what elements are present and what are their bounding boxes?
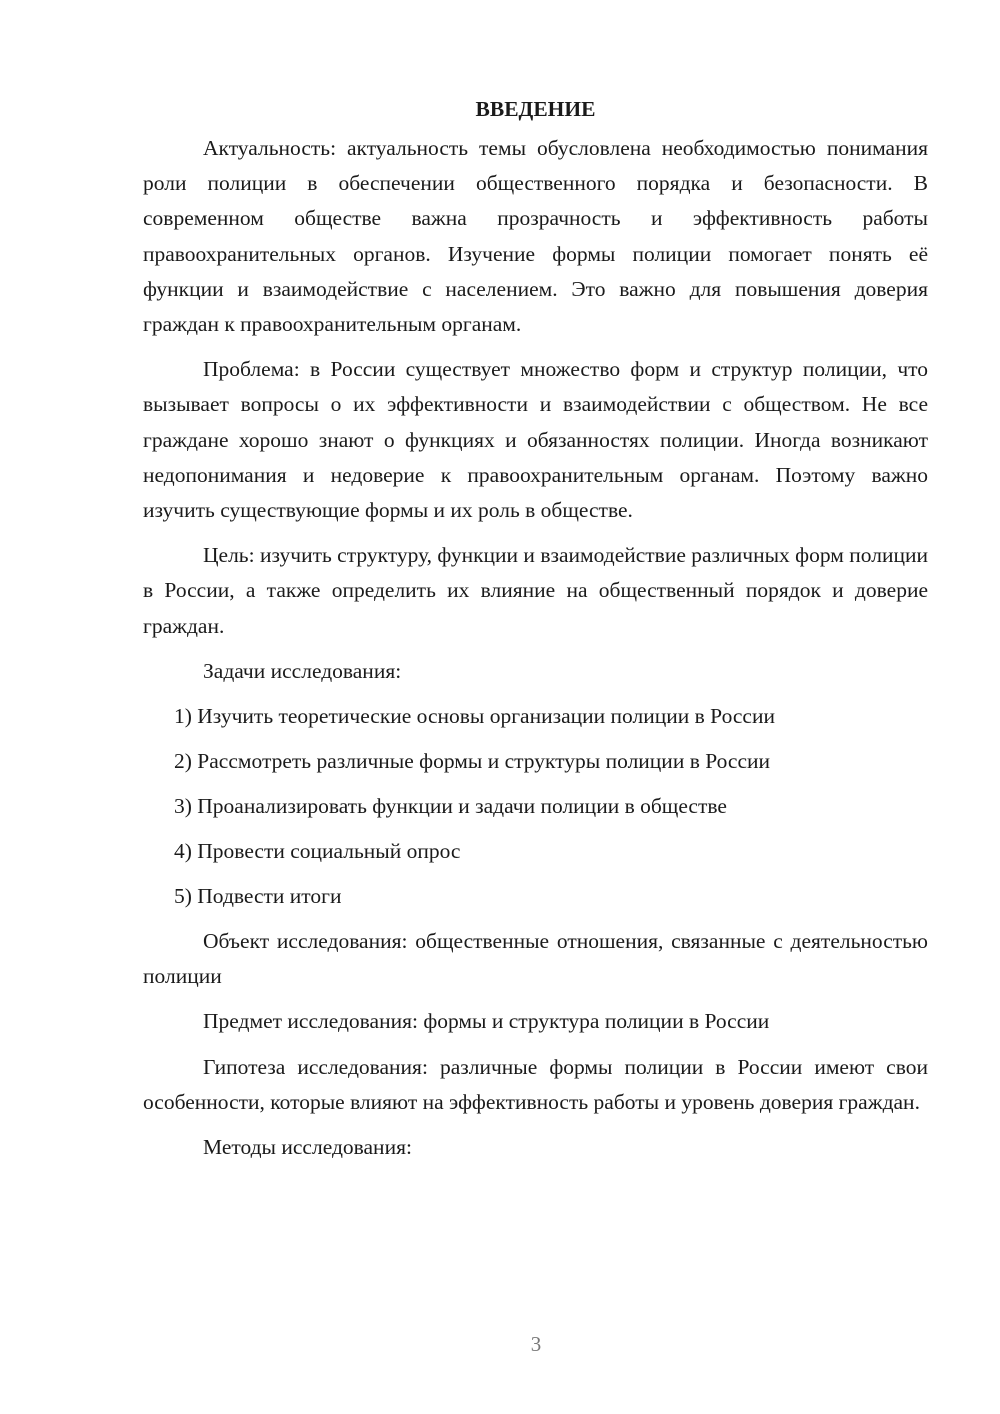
paragraph-object: Объект исследования: общественные отношения, связанные с деятельностью полиции [143, 929, 928, 989]
paragraph-tasks-heading: Задачи исследования: [203, 658, 402, 683]
paragraph-hypothesis: Гипотеза исследования: различные формы полиции в России имеют свои особенности, которые влияют на эффективность работы и уровень доверия граждан. [143, 1054, 928, 1114]
paragraph-relevance: Актуальность: актуальность темы обусловлена необходимостью понимания роли полиции в обеспечении общественного порядка и безопасности. В современном обществе важна прозрачность и эффективность работы правоохранительных органов. Изучение формы полиции помогает понять её функции и взаимодействие с населением. Это важно для повышения доверия граждан к правоохранительным органам. [143, 136, 928, 337]
paragraph-methods: Методы исследования: [203, 1135, 412, 1160]
task-item-5: 5) Подвести итоги [174, 884, 342, 909]
task-item-3: 3) Проанализировать функции и задачи полиции в обществе [174, 794, 727, 819]
task-item-4: 4) Провести социальный опрос [174, 839, 461, 864]
paragraph-goal: Цель: изучить структуру, функции и взаимодействие различных форм полиции в России, а также определить их влияние на общественный порядок и доверие граждан. [143, 543, 928, 638]
paragraph-problem: Проблема: в России существует множество форм и структур полиции, что вызывает вопросы о их эффективности и взаимодействии с обществом. Не все граждане хорошо знают о функциях и обязанностях полиции. Иногда возникают недопонимания и недоверие к правоохранительным органам. Поэтому важно изучить существующие формы и их роль в обществе. [143, 357, 928, 523]
page-number: 3 [530, 1332, 542, 1356]
task-item-2: 2) Рассмотреть различные формы и структуры полиции в России [174, 749, 771, 774]
document-page [143, 92, 928, 1175]
task-item-1: 1) Изучить теоретические основы организации полиции в России [174, 704, 775, 729]
paragraph-subject: Предмет исследования: формы и структура полиции в России [203, 1009, 770, 1034]
section-title: ВВЕДЕНИЕ [475, 97, 596, 121]
